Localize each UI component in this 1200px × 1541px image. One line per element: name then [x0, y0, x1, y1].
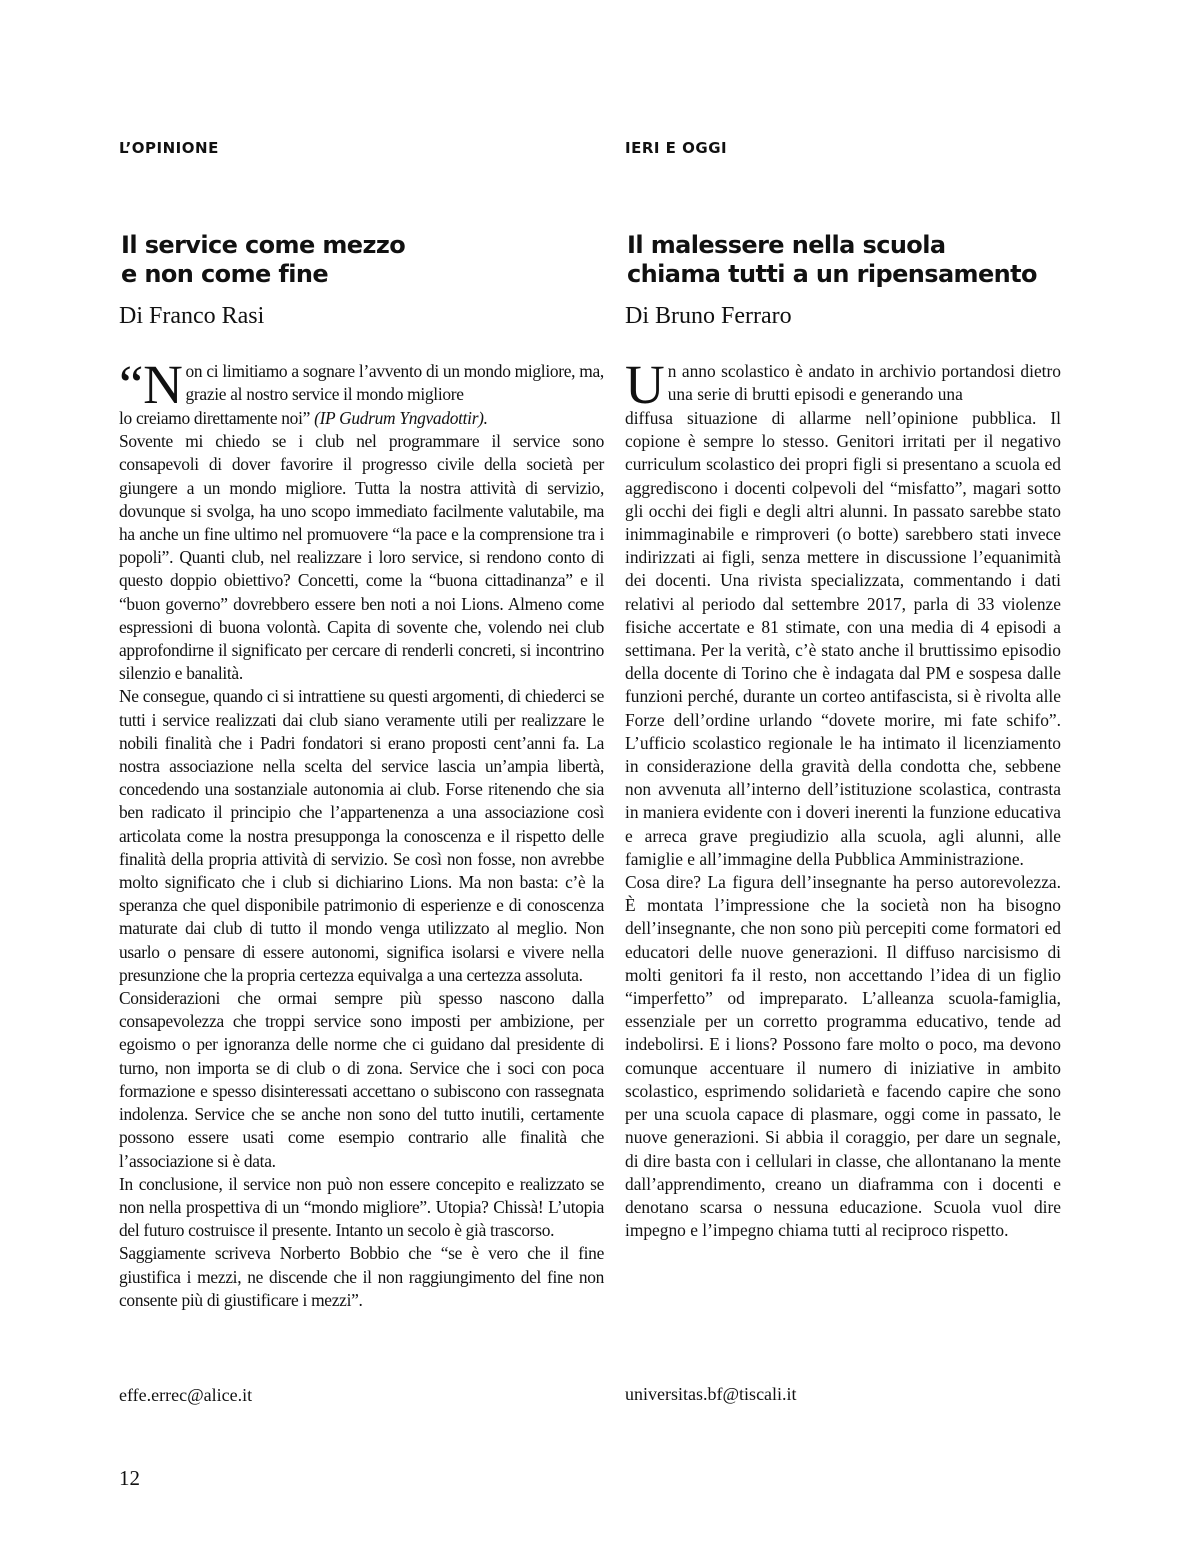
section-label: L’OPINIONE	[119, 139, 219, 157]
lead-block	[119, 354, 604, 415]
drop-cap: “N	[119, 354, 183, 415]
title-line: Il service come mezzo	[121, 231, 406, 259]
article-body	[119, 354, 604, 1312]
paragraph: Ne consegue, quando ci si intrattiene su questi argomenti, di chiederci se tutti i service realizzati dai club siano veramente utili per realizzare le nobili finalità che i Padri fondatori si erano proposti cent’anni fa. La nostra associazione nella scelta del service lascia un’ampia libertà, concedendo una sostanziale autonomia ai club. Forse ritenendo che sia ben radicato il principio che l’appartenenza a una associazione così articolata come la nostra presupponga la conoscenza e il rispetto delle finalità della propria attività di servizio. Se così non fosse, non avrebbe molto significato che i club si dichiarino Lions. Ma non basta: c’è la speranza che quel disponibile patrimonio di esperienze e di conoscenza maturate dai club di tutto il mondo venga utilizzato al meglio. Non usarlo o pensare di essere autonomi, significa isolarsi e vivere nella presunzione che la propria certezza equivalga a una certezza assoluta.	[119, 686, 604, 985]
section-label: IERI E OGGI	[625, 139, 728, 157]
paragraph: Considerazioni che ormai sempre più spesso nascono dalla consapevolezza che troppi service sono imposti per ambizione, per egoismo o per ignoranza delle norme che ci guidano dal presidente di turno, non importa se di club o di zona. Service che i soci con poca formazione e spesso disinteressati accettano o subiscono con rassegnata indolenza. Service che se anche non sono del tutto inutili, certamente possono essere usati come esempio contrario alle finalità che l’associazione si è data.	[119, 988, 604, 1171]
paragraph: In conclusione, il service non può non essere concepito e realizzato se non nella prospettiva di un “mondo migliore”. Utopia? Chissà! L’utopia del futuro costruisce il presente. Intanto un secolo è già trascorso.	[119, 1173, 604, 1241]
lead-line: migliore, ma, grazie al nostro service il mondo migliore	[185, 361, 604, 405]
paragraph: Saggiamente scriveva Norberto Bobbio che “se è vero che il fine giustifica i mezzi, ne discende che il non raggiungimento del fine non consente più di giustificare i mezzi”.	[119, 1243, 604, 1310]
paragraph: diffusa situazione di allarme nell’opinione pubblica. Il copione è sempre lo stesso. Genitori irritati per il negativo curriculum scolastico dei propri figli si presentano a scuola ed aggrediscono i docenti colpevoli del “misfatto”, magari sotto gli occhi dei figli e degli altri alunni. In passato sarebbe stato inimmaginabile e rimproveri (o botte) sarebbero stati invece indirizzati ai figli, senza mettere in discussione l’equanimità dei docenti. Una rivista specializzata, commentando i dati relativi al periodo dal settembre 2017, parla di 33 violenze fisiche accertate e 81 stimate, con una media di 4 episodi a settimana. Per la verità, c’è stato anche il bruttissimo episodio della docente di Torino che è indagata dal PM e sospesa dalle funzioni perché, durante un corteo antifascista, si è rivolta alle Forze dell’ordine urlando “dovete morire, mi fate schifo”. L’ufficio scolastico regionale le ha intimato il licenziamento in considerazione della gravità della condotta che, sebbene non avvenuta all’interno dell’istituzione scolastica, contrasta in maniera evidente con i doveri inerenti la funzione educativa e arreca grave pregiudizio alla scuola, agli alunni, alle famiglie e all’immagine della Pubblica Amministrazione.	[625, 408, 1061, 869]
quote-source: (IP Gudrum Yngvadottir).	[314, 408, 488, 428]
lead-text	[186, 360, 604, 406]
lead-continuation: lo creiamo direttamente noi”	[119, 408, 315, 428]
paragraph: Cosa dire? La figura dell’insegnante ha perso autorevolezza. È montata l’impressione che la società non ha bisogno dell’insegnante, che non sono più percepiti come formatori ed educatori delle nuove generazioni. Il diffuso narcisismo di molti genitori fa il resto, non accettando l’idea di un figlio “imperfetto” od impreparato. L’alleanza scuola-famiglia, essenziale per un corretto programma educativo, tende ad indebolirsi. E i lions? Possono fare molto o poco, ma devono comunque accentuare il numero di iniziative in ambito scolastico, esprimendo solidarietà e facendo capire che sono per una scuola capace di plasmare, oggi come in passato, le nuove generazioni. Si abbia il coraggio, per dare un segnale, di dire basta con i cellulari in classe, che allontanano la mente dall’apprendimento, creano un diaframma con i docenti e denotano scarsa o nessuna educazione. Scuola vuol dire impegno e l’impegno chiama tutti al reciproco rispetto.	[625, 872, 1061, 1241]
lead-text	[668, 360, 1061, 406]
article-title	[627, 231, 1037, 289]
lead-line: dietro una serie di brutti episodi e generando una	[667, 361, 1061, 405]
title-line: e non come fine	[121, 260, 329, 288]
paragraph	[119, 407, 604, 430]
author-byline: Di Franco Rasi	[119, 303, 265, 329]
paragraph: Sovente mi chiedo se i club nel programmare il service sono consapevoli di dover favorire il progresso civile della società per giungere a un mondo migliore. Tutta la nostra attività di servizio, dovunque si svolga, ha uno scopo immediato facilmente valutabile, ma ha anche un fine ultimo nel promuovere “la pace e la comprensione tra i popoli”. Quanti club, nel realizzare i loro service, si rendono conto di questo doppio obiettivo? Concetti, come la “buona cittadinanza” e il “buon governo” dovrebbero essere ben noti a noi Lions. Almeno come espressioni di buona volontà. Capita di sovente che, volendo nei club approfondirne il significato per cercare di renderli concreti, si incontrino silenzio e banalità.	[119, 431, 604, 684]
lead-line: on ci limitiamo a sognare l’avvento di un mondo	[185, 361, 511, 381]
title-line: chiama tutti a un ripensamento	[627, 260, 1037, 288]
title-line: Il malessere nella scuola	[627, 231, 946, 259]
article-body	[625, 354, 1061, 1242]
lead-block	[625, 354, 1061, 415]
page-number: 12	[119, 1466, 140, 1490]
drop-cap: U	[625, 354, 665, 415]
lead-line: n anno scolastico è andato in archivio portandosi	[667, 361, 1015, 381]
author-byline: Di Bruno Ferraro	[625, 303, 792, 329]
article-title	[121, 231, 405, 289]
author-email: universitas.bf@tiscali.it	[625, 1384, 797, 1404]
author-email: effe.errec@alice.it	[119, 1385, 253, 1405]
